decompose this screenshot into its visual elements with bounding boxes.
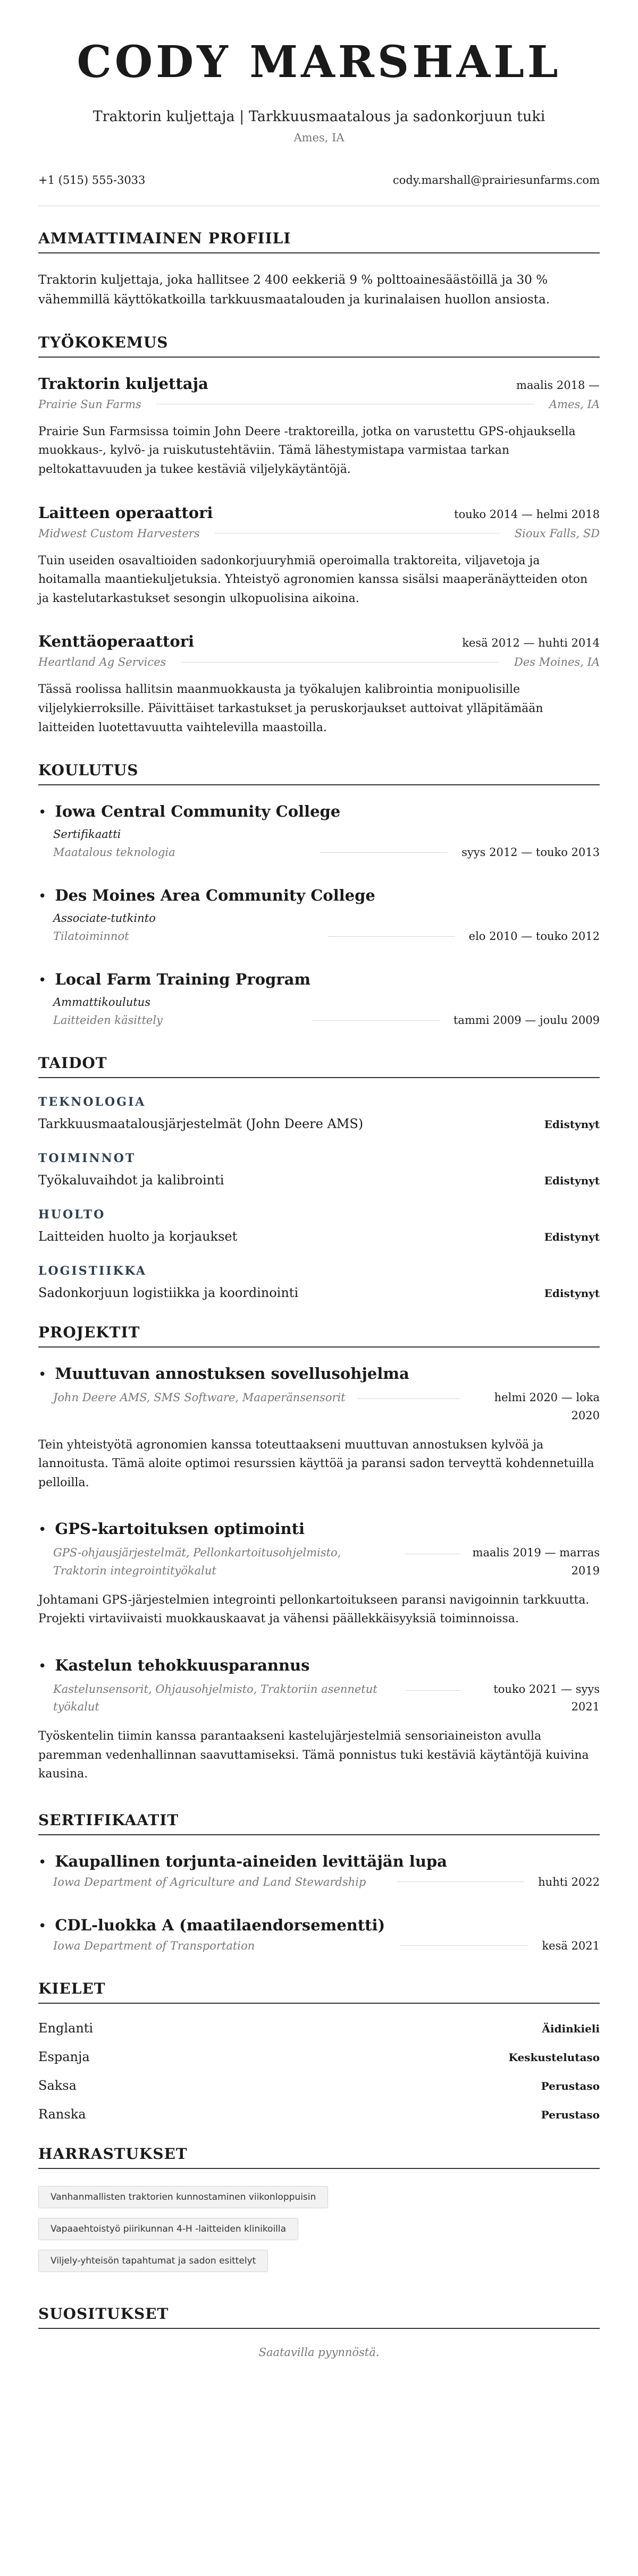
profile-heading: AMMATTIMAINEN PROFIILI xyxy=(38,230,600,253)
job-title: Kenttäoperaattori xyxy=(38,632,195,651)
language-level: Äidinkieli xyxy=(542,2022,600,2035)
divider-line xyxy=(181,662,499,663)
skill-category xyxy=(38,1264,600,1300)
project-entry xyxy=(38,1520,600,1628)
skill-category-name: HUOLTO xyxy=(38,1208,106,1222)
skill-name: Sadonkorjuun logistiikka ja koordinointi xyxy=(38,1285,299,1301)
candidate-name: CODY MARSHALL xyxy=(77,37,561,88)
project-name: Kastelun tehokkuusparannus xyxy=(55,1656,310,1674)
bullet-icon: • xyxy=(38,1522,47,1538)
job-dates: touko 2014 — helmi 2018 xyxy=(454,507,600,521)
skill-level: Edistynyt xyxy=(544,1174,600,1188)
job-location: Des Moines, IA xyxy=(514,656,600,669)
references-text: Saatavilla pyynnöstä. xyxy=(258,2345,380,2359)
language-name: Saksa xyxy=(38,2078,77,2093)
job-location: Ames, IA xyxy=(549,397,600,411)
bullet-icon: • xyxy=(38,972,47,989)
hobby-tags xyxy=(38,2186,600,2282)
candidate-location: Ames, IA xyxy=(293,131,345,145)
project-description: Johtamani GPS-järjestelmien integrointi pellonkartoitukseen paransi navigoinnin tarkkuutta. Projekti virtaviivaisti muokkauskaavat ja vähensi päällekkäisyyksiä toiminnoissa. xyxy=(38,1593,590,1626)
projects-heading: PROJEKTIT xyxy=(38,1324,600,1348)
language-name: Ranska xyxy=(38,2106,86,2122)
language-row xyxy=(38,2021,600,2036)
degree: Associate-tutkinto xyxy=(53,912,156,925)
job-location: Sioux Falls, SD xyxy=(514,527,600,540)
skill-category xyxy=(38,1208,600,1244)
certification-date: kesä 2021 xyxy=(542,1939,600,1952)
language-name: Espanja xyxy=(38,2049,90,2064)
project-description: Työskentelin tiimin kanssa parantaakseni kastelujärjestelmiä sensoriaineiston avulla paremman vedenhallinnan saavuttamiseksi. Tämä ponnistus tuki kestäviä käytäntöjä kuivina kausina. xyxy=(38,1730,589,1781)
job-title: Traktorin kuljettaja xyxy=(38,374,208,393)
hobby-tag: Vapaaehtoistyö piirikunnan 4-H -laitteiden klinikoilla xyxy=(38,2218,298,2240)
certification-entry xyxy=(38,1916,600,1952)
skill-name: Tarkkuusmaatalousjärjestelmät (John Deere AMS) xyxy=(38,1116,364,1132)
skill-name: Laitteiden huolto ja korjaukset xyxy=(38,1229,238,1244)
job-description: Tässä roolissa hallitsin maanmuokkausta ja työkalujen kalibrointia monipuolisille viljelykierroksille. Päivittäiset tarkastukset ja peruskorjaukset auttoivat ylläpitämään laitteiden luotettavuutta vaihtelevilla maastoilla. xyxy=(38,683,543,734)
job-company: Prairie Sun Farms xyxy=(38,397,141,411)
certification-name: Kaupallinen torjunta-aineiden levittäjän lupa xyxy=(55,1852,447,1870)
experience-heading: TYÖKOKEMUS xyxy=(38,334,600,358)
language-level: Perustaso xyxy=(541,2079,600,2092)
field-of-study: Laitteiden käsittely xyxy=(53,1014,163,1027)
job-entry xyxy=(38,375,600,479)
bullet-icon: • xyxy=(38,888,47,905)
education-dates: elo 2010 — touko 2012 xyxy=(468,930,600,943)
hobby-tag: Viljely-yhteisön tapahtumat ja sadon esittelyt xyxy=(38,2250,268,2272)
education-section xyxy=(38,761,600,1027)
project-technologies: John Deere AMS, SMS Software, Maaperänsensorit xyxy=(53,1391,346,1404)
job-description: Prairie Sun Farmsissa toimin John Deere -traktoreilla, jotka on varustettu GPS-ohjauksella muokkaus-, kylvö- ja ruiskutustehtäviin. Tämä lähestymistapa varmistaa tarkan peltokattavuuden ja tukee kestäviä viljelykäytäntöjä. xyxy=(38,425,576,476)
education-dates: syys 2012 — touko 2013 xyxy=(461,846,600,859)
project-technologies: Kastelunsensorit, Ohjausohjelmisto, Traktoriin asennetut työkalut xyxy=(53,1682,377,1714)
skills-heading: TAIDOT xyxy=(38,1054,600,1078)
bullet-icon: • xyxy=(38,804,47,821)
certification-entry xyxy=(38,1852,600,1888)
certification-issuer: Iowa Department of Agriculture and Land Stewardship xyxy=(53,1875,366,1888)
languages-section xyxy=(38,1980,600,2122)
job-entry xyxy=(38,632,600,737)
projects-section xyxy=(38,1324,600,1784)
field-of-study: Tilatoiminnot xyxy=(53,930,129,943)
divider-line xyxy=(400,1945,528,1946)
experience-section xyxy=(38,334,600,738)
bullet-icon: • xyxy=(38,1658,47,1674)
divider-line xyxy=(405,1690,460,1691)
language-level: Keskustelutaso xyxy=(508,2050,600,2064)
language-row xyxy=(38,2049,600,2064)
project-name: GPS-kartoituksen optimointi xyxy=(55,1520,305,1538)
school-name: Iowa Central Community College xyxy=(55,802,341,821)
phone-number: +1 (515) 555-3033 xyxy=(38,174,146,187)
resume-header xyxy=(38,38,600,144)
project-dates: touko 2021 — syys 2021 xyxy=(493,1682,600,1714)
job-description: Tuin useiden osavaltioiden sadonkorjuuryhmiä operoimalla traktoreita, viljavetoja ja hoitamalla maantiekuljetuksia. Yhteistyö agronomien kanssa sisälsi maaperänäytteiden oton ja kastelutarkastukset sesongin ulkopuolisina aikoina. xyxy=(38,554,588,605)
job-dates: kesä 2012 — huhti 2014 xyxy=(462,637,600,650)
certification-name: CDL-luokka A (maatilaendorsementti) xyxy=(55,1916,385,1934)
project-entry xyxy=(38,1365,600,1492)
profile-section xyxy=(38,230,600,310)
skill-category-name: LOGISTIIKKA xyxy=(38,1264,147,1278)
candidate-subtitle: Traktorin kuljettaja | Tarkkuusmaatalous ja sadonkorjuun tuki xyxy=(93,108,545,125)
divider-line xyxy=(320,852,448,853)
bullet-icon: • xyxy=(38,1367,47,1383)
certification-date: huhti 2022 xyxy=(538,1875,600,1888)
project-dates: maalis 2019 — marras 2019 xyxy=(472,1546,600,1577)
languages-heading: KIELET xyxy=(38,1980,600,2004)
profile-text: Traktorin kuljettaja, joka hallitsee 2 400 eekkeriä 9 % polttoainesäästöillä ja 30 % vähemmillä käyttökatkoilla tarkkuusmaatalouden ja kurinalaisen huollon ansiosta. xyxy=(38,273,550,307)
job-entry xyxy=(38,504,600,608)
contact-row xyxy=(38,174,600,206)
bullet-icon: • xyxy=(38,1854,47,1870)
job-company: Heartland Ag Services xyxy=(38,656,166,669)
project-description: Tein yhteistyötä agronomien kanssa toteuttaakseni muuttuvan annostuksen kylvöä ja lannoitusta. Tämä aloite optimoi resurssien käyttöä ja paransi sadon terveyttä kohdennetuilla pelloilla. xyxy=(38,1438,594,1489)
education-entry xyxy=(38,886,600,943)
project-technologies: GPS-ohjausjärjestelmät, Pellonkartoitusohjelmisto, Traktorin integrointityökalut xyxy=(53,1546,341,1577)
references-heading: SUOSITUKSET xyxy=(38,2305,600,2329)
hobby-tag: Vanhanmallisten traktorien kunnostaminen viikonloppuisin xyxy=(38,2186,328,2208)
certifications-heading: SERTIFIKAATIT xyxy=(38,1811,600,1835)
school-name: Des Moines Area Community College xyxy=(55,886,375,905)
degree: Sertifikaatti xyxy=(53,828,121,841)
email-address: cody.marshall@prairiesunfarms.com xyxy=(392,174,600,187)
skills-section xyxy=(38,1054,600,1300)
job-dates: maalis 2018 — xyxy=(516,378,600,392)
degree: Ammattikoulutus xyxy=(53,996,150,1009)
certification-issuer: Iowa Department of Transportation xyxy=(53,1939,255,1952)
project-entry xyxy=(38,1656,600,1784)
job-company: Midwest Custom Harvesters xyxy=(38,527,200,540)
project-name: Muuttuvan annostuksen sovellusohjelma xyxy=(55,1365,409,1383)
hobbies-section xyxy=(38,2145,600,2282)
skill-name: Työkaluvaihdot ja kalibrointi xyxy=(38,1173,224,1188)
language-name: Englanti xyxy=(38,2020,94,2036)
language-row xyxy=(38,2078,600,2093)
field-of-study: Maatalous teknologia xyxy=(53,846,175,859)
skill-level: Edistynyt xyxy=(544,1231,600,1244)
skill-level: Edistynyt xyxy=(544,1118,600,1131)
certifications-section xyxy=(38,1811,600,1952)
skill-level: Edistynyt xyxy=(544,1287,600,1300)
skill-category xyxy=(38,1151,600,1188)
divider-line xyxy=(328,936,455,937)
language-row xyxy=(38,2107,600,2122)
bullet-icon: • xyxy=(38,1918,47,1934)
school-name: Local Farm Training Program xyxy=(55,970,311,989)
education-dates: tammi 2009 — joulu 2009 xyxy=(453,1014,600,1027)
skill-category-name: TOIMINNOT xyxy=(38,1151,136,1166)
hobbies-heading: HARRASTUKSET xyxy=(38,2145,600,2169)
skill-category xyxy=(38,1095,600,1131)
divider-line xyxy=(312,1020,440,1021)
job-title: Laitteen operaattori xyxy=(38,503,213,522)
references-section xyxy=(38,2305,600,2359)
skill-category-name: TEKNOLOGIA xyxy=(38,1095,146,1109)
education-entry xyxy=(38,802,600,859)
project-dates: helmi 2020 — loka 2020 xyxy=(494,1391,600,1422)
language-level: Perustaso xyxy=(541,2108,600,2121)
education-heading: KOULUTUS xyxy=(38,761,600,785)
education-entry xyxy=(38,970,600,1027)
